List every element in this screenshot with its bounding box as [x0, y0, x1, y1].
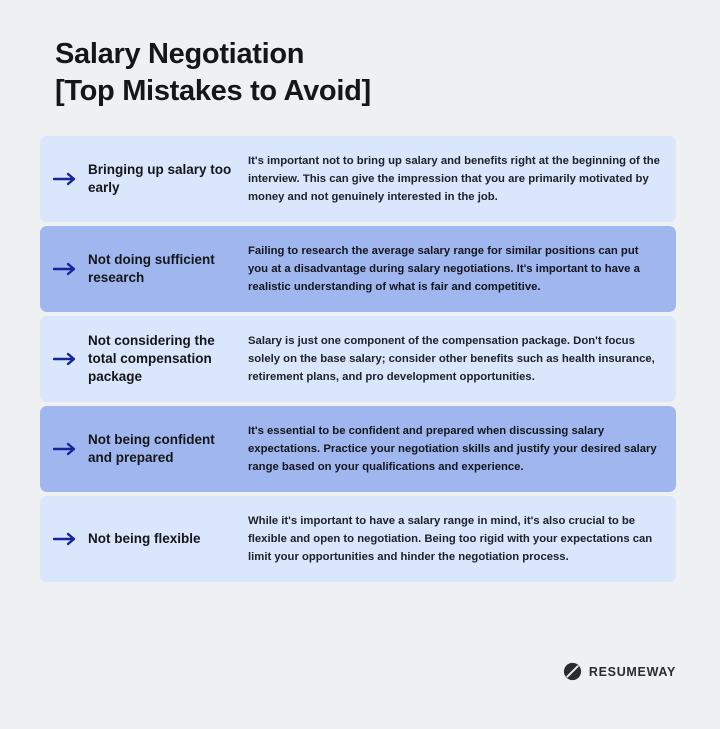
list-item — [40, 316, 676, 402]
resumeway-logo-icon — [563, 662, 582, 681]
arrow-cell — [40, 352, 88, 366]
arrow-right-icon — [53, 352, 79, 366]
list-item — [40, 496, 676, 582]
list-item-body: It's essential to be confident and prepared when discussing salary expectations. Practice your negotiation skills and justify your desired salary range based on your qualifications and experience. — [248, 424, 657, 474]
brand-footer — [563, 662, 676, 681]
list-item-heading: Not being flexible — [88, 531, 201, 547]
list-item — [40, 226, 676, 312]
list-item-heading: Not being confident and prepared — [88, 432, 215, 466]
arrow-right-icon — [53, 172, 79, 186]
page-title-line-1: Salary Negotiation — [55, 38, 305, 70]
arrow-right-icon — [53, 532, 79, 546]
list-item-body: Failing to research the average salary range for similar positions can put you at a disadvantage during salary negotiations. It's important to have a realistic understanding of what is fair and competitive. — [248, 244, 640, 294]
list-item-heading: Not doing sufficient research — [88, 252, 215, 286]
page-title-line-2: [Top Mistakes to Avoid] — [55, 75, 371, 108]
mistakes-list — [0, 136, 720, 582]
arrow-right-icon — [53, 442, 79, 456]
list-item — [40, 136, 676, 222]
arrow-cell — [40, 442, 88, 456]
list-item-heading: Bringing up salary too early — [88, 162, 232, 196]
arrow-cell — [40, 262, 88, 276]
list-item-body: It's important not to bring up salary and benefits right at the beginning of the interview. This can give the impression that you are primarily motivated by money and not genuinely interested in the job. — [248, 154, 660, 204]
list-item — [40, 406, 676, 492]
arrow-cell — [40, 172, 88, 186]
arrow-cell — [40, 532, 88, 546]
arrow-right-icon — [53, 262, 79, 276]
brand-name: RESUMEWAY — [588, 664, 676, 679]
page-title — [0, 0, 720, 110]
list-item-heading: Not considering the total compensation package — [88, 332, 215, 385]
list-item-body: Salary is just one component of the compensation package. Don't focus solely on the base salary; consider other benefits such as health insurance, retirement plans, and pro development opportunities. — [248, 334, 655, 384]
list-item-body: While it's important to have a salary range in mind, it's also crucial to be flexible and open to negotiation. Being too rigid with your expectations can limit your opportunities and hinder the negotiation process. — [248, 514, 653, 564]
